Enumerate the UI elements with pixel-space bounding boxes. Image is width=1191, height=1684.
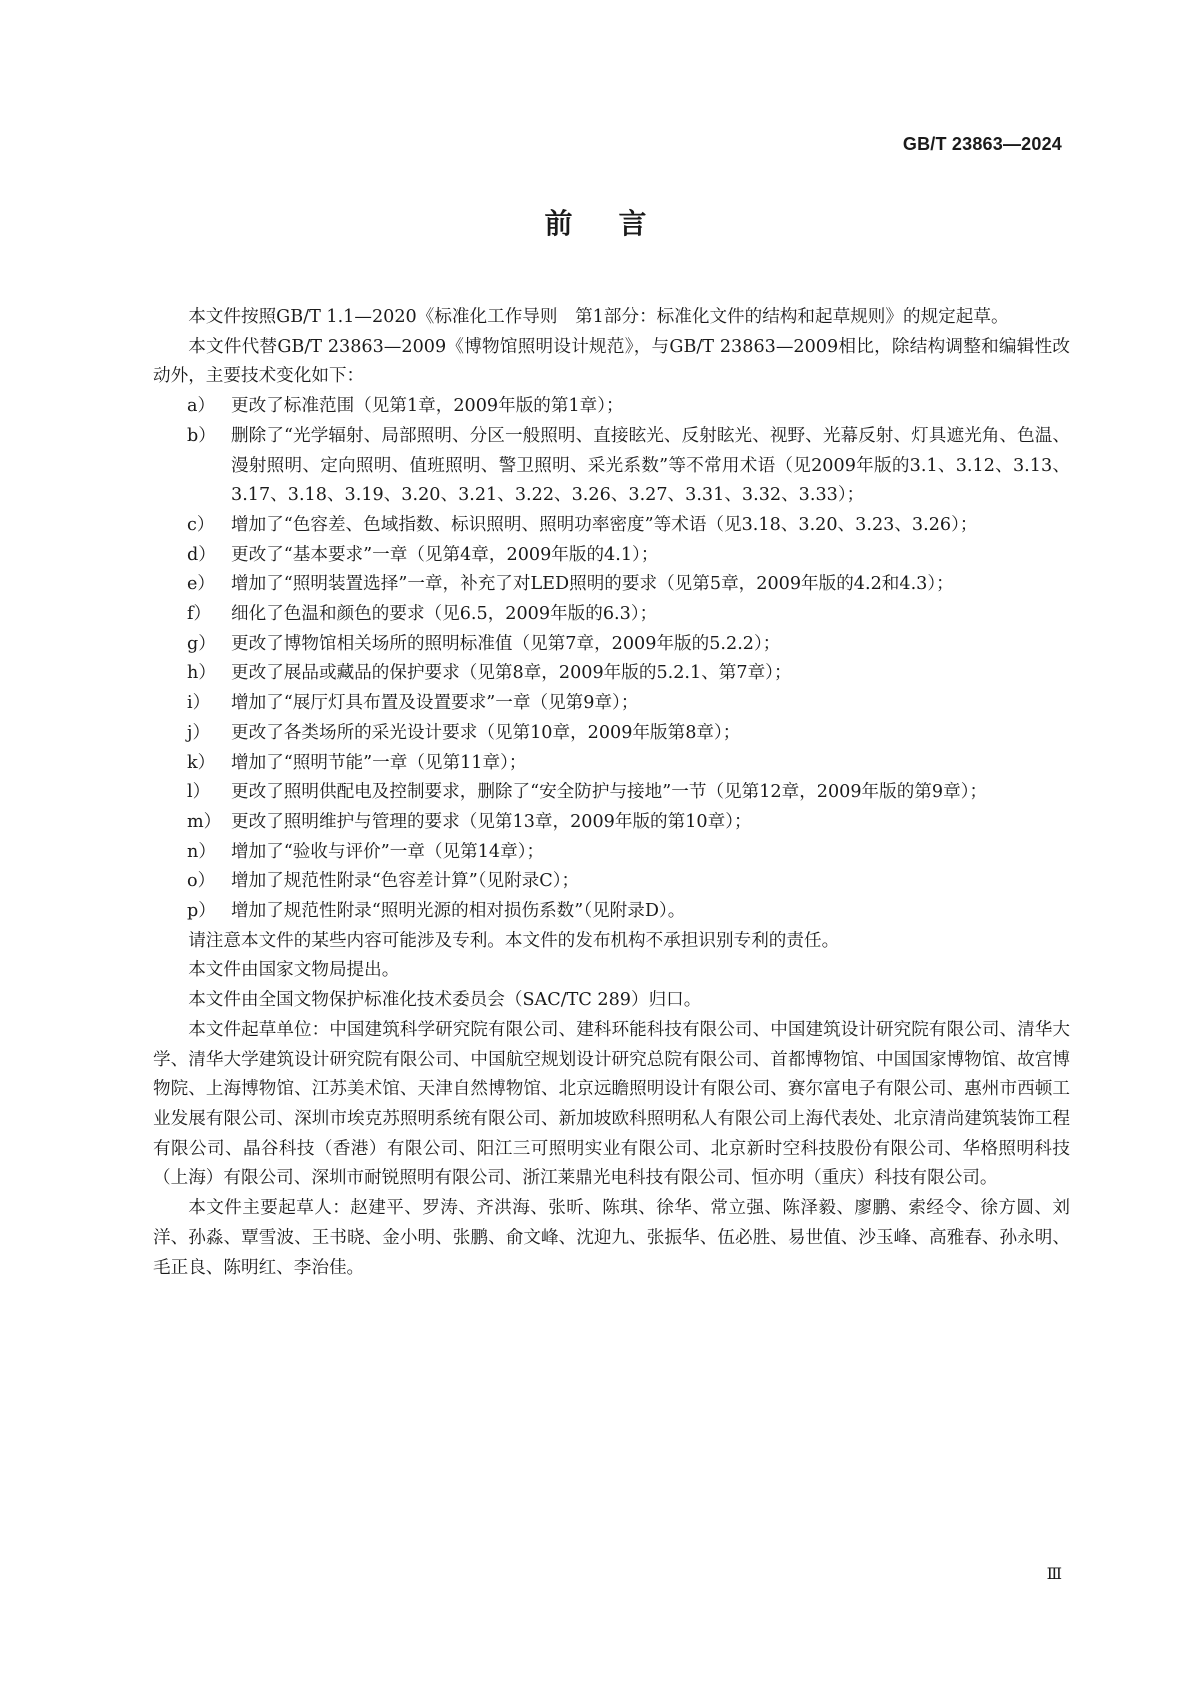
list-marker: i） <box>187 693 211 714</box>
list-item <box>153 778 1070 808</box>
list-item-text: 更改了各类场所的采光设计要求（见第10章，2009年版第8章）； <box>231 722 741 743</box>
list-item-text: 增加了“照明装置选择”一章，补充了对LED照明的要求（见第5章，2009年版的4.2和4.3）； <box>231 574 954 595</box>
list-item-text: 增加了规范性附录“色容差计算”（见附录C）； <box>231 871 580 892</box>
list-item <box>153 570 1070 600</box>
list-marker: f） <box>187 604 212 625</box>
list-item <box>153 541 1070 571</box>
list-marker: o） <box>187 871 216 892</box>
list-item <box>153 838 1070 868</box>
list-item <box>153 511 1070 541</box>
list-marker: n） <box>187 841 216 862</box>
list-item-text: 更改了照明维护与管理的要求（见第13章，2009年版的第10章）； <box>231 811 752 832</box>
patent-notice: 请注意本文件的某些内容可能涉及专利。本文件的发布机构不承担识别专利的责任。 <box>188 930 840 951</box>
changes-list <box>153 392 1070 927</box>
list-item-text: 删除了“光学辐射、局部照明、分区一般照明、直接眩光、反射眩光、视野、光幕反射、灯具遮光角、色温、漫射照明、定向照明、值班照明、警卫照明、采光系数”等不常用术语（见2009年版的3.1、3.12、3.13、3.17、3.18、3.19、3.20、3.21、3.22、3.26、3.27、3.31、3.32、3.33）； <box>231 425 1070 506</box>
list-item-text: 增加了“照明节能”一章（见第11章）； <box>231 752 527 773</box>
drafters: 本文件主要起草人：赵建平、罗涛、齐洪海、张昕、陈琪、徐华、常立强、陈泽毅、廖鹏、索经令、徐方圆、刘洋、孙淼、覃雪波、王书晓、金小明、张鹏、俞文峰、沈迎九、张振华、伍必胜、易世值、沙玉峰、高雅春、孙永明、毛正良、陈明红、李治佳。 <box>153 1198 1070 1278</box>
list-marker: m） <box>187 811 222 832</box>
list-item <box>153 897 1070 927</box>
list-item-text: 增加了“验收与评价”一章（见第14章）； <box>231 841 545 862</box>
list-marker: p） <box>187 901 216 922</box>
list-item-text: 更改了标准范围（见第1章，2009年版的第1章）； <box>231 396 624 417</box>
intro-paragraph-2: 本文件代替GB/T 23863—2009《博物馆照明设计规范》，与GB/T 23863—2009相比，除结构调整和编辑性改动外，主要技术变化如下： <box>153 336 1070 387</box>
list-item <box>153 689 1070 719</box>
list-item <box>153 630 1070 660</box>
list-item-text: 增加了“色容差、色域指数、标识照明、照明功率密度”等术语（见3.18、3.20、3.23、3.26）； <box>231 514 978 535</box>
page-number: Ⅲ <box>1046 1564 1062 1583</box>
committee-statement: 本文件由全国文物保护标准化技术委员会（SAC/TC 289）归口。 <box>188 990 702 1011</box>
document-body <box>153 303 1070 1283</box>
list-item <box>153 749 1070 779</box>
list-item <box>153 392 1070 422</box>
list-item-text: 细化了色温和颜色的要求（见6.5，2009年版的6.3）； <box>231 604 658 625</box>
list-item-text: 更改了博物馆相关场所的照明标准值（见第7章，2009年版的5.2.2）； <box>231 633 781 654</box>
list-marker: a） <box>187 396 216 417</box>
list-marker: j） <box>187 722 211 743</box>
list-item <box>153 808 1070 838</box>
list-item-text: 增加了规范性附录“照明光源的相对损伤系数”（见附录D）。 <box>231 901 686 922</box>
drafting-units: 本文件起草单位：中国建筑科学研究院有限公司、建科环能科技有限公司、中国建筑设计研究院有限公司、清华大学、清华大学建筑设计研究院有限公司、中国航空规划设计研究总院有限公司、首都博物馆、中国国家博物馆、故宫博物院、上海博物馆、江苏美术馆、天津自然博物馆、北京远瞻照明设计有限公司、赛尔富电子有限公司、惠州市西顿工业发展有限公司、深圳市埃克苏照明系统有限公司、新加坡欧科照明私人有限公司上海代表处、北京清尚建筑装饰工程有限公司、晶谷科技（香港）有限公司、阳江三可照明实业有限公司、北京新时空科技股份有限公司、华格照明科技（上海）有限公司、深圳市耐锐照明有限公司、浙江莱鼎光电科技有限公司、恒亦明（重庆）科技有限公司。 <box>153 1019 1070 1189</box>
list-marker: h） <box>187 663 216 684</box>
list-marker: e） <box>187 574 216 595</box>
list-marker: d） <box>187 544 216 565</box>
intro-paragraph-1: 本文件按照GB/T 1.1—2020《标准化工作导则 第1部分：标准化文件的结构和起草规则》的规定起草。 <box>188 307 1009 327</box>
list-item-text: 增加了“展厅灯具布置及设置要求”一章（见第9章）； <box>231 693 639 714</box>
page-title: 前言 <box>544 207 693 240</box>
list-item-text: 更改了“基本要求”一章（见第4章，2009年版的4.1）； <box>231 544 659 565</box>
list-item <box>153 600 1070 630</box>
list-marker: l） <box>187 782 211 803</box>
list-item <box>153 659 1070 689</box>
list-marker: c） <box>187 514 215 535</box>
standard-number: GB/T 23863—2024 <box>902 134 1062 154</box>
list-item-text: 更改了照明供配电及控制要求，删除了“安全防护与接地”一节（见第12章，2009年版的第9章）； <box>231 782 988 803</box>
list-marker: k） <box>187 752 216 773</box>
list-item <box>153 867 1070 897</box>
list-item <box>153 719 1070 749</box>
list-marker: g） <box>187 633 216 654</box>
list-item <box>153 422 1070 511</box>
list-item-text: 更改了展品或藏品的保护要求（见第8章，2009年版的5.2.1、第7章）； <box>231 663 792 684</box>
list-marker: b） <box>187 425 216 446</box>
proposer-statement: 本文件由国家文物局提出。 <box>188 960 400 981</box>
